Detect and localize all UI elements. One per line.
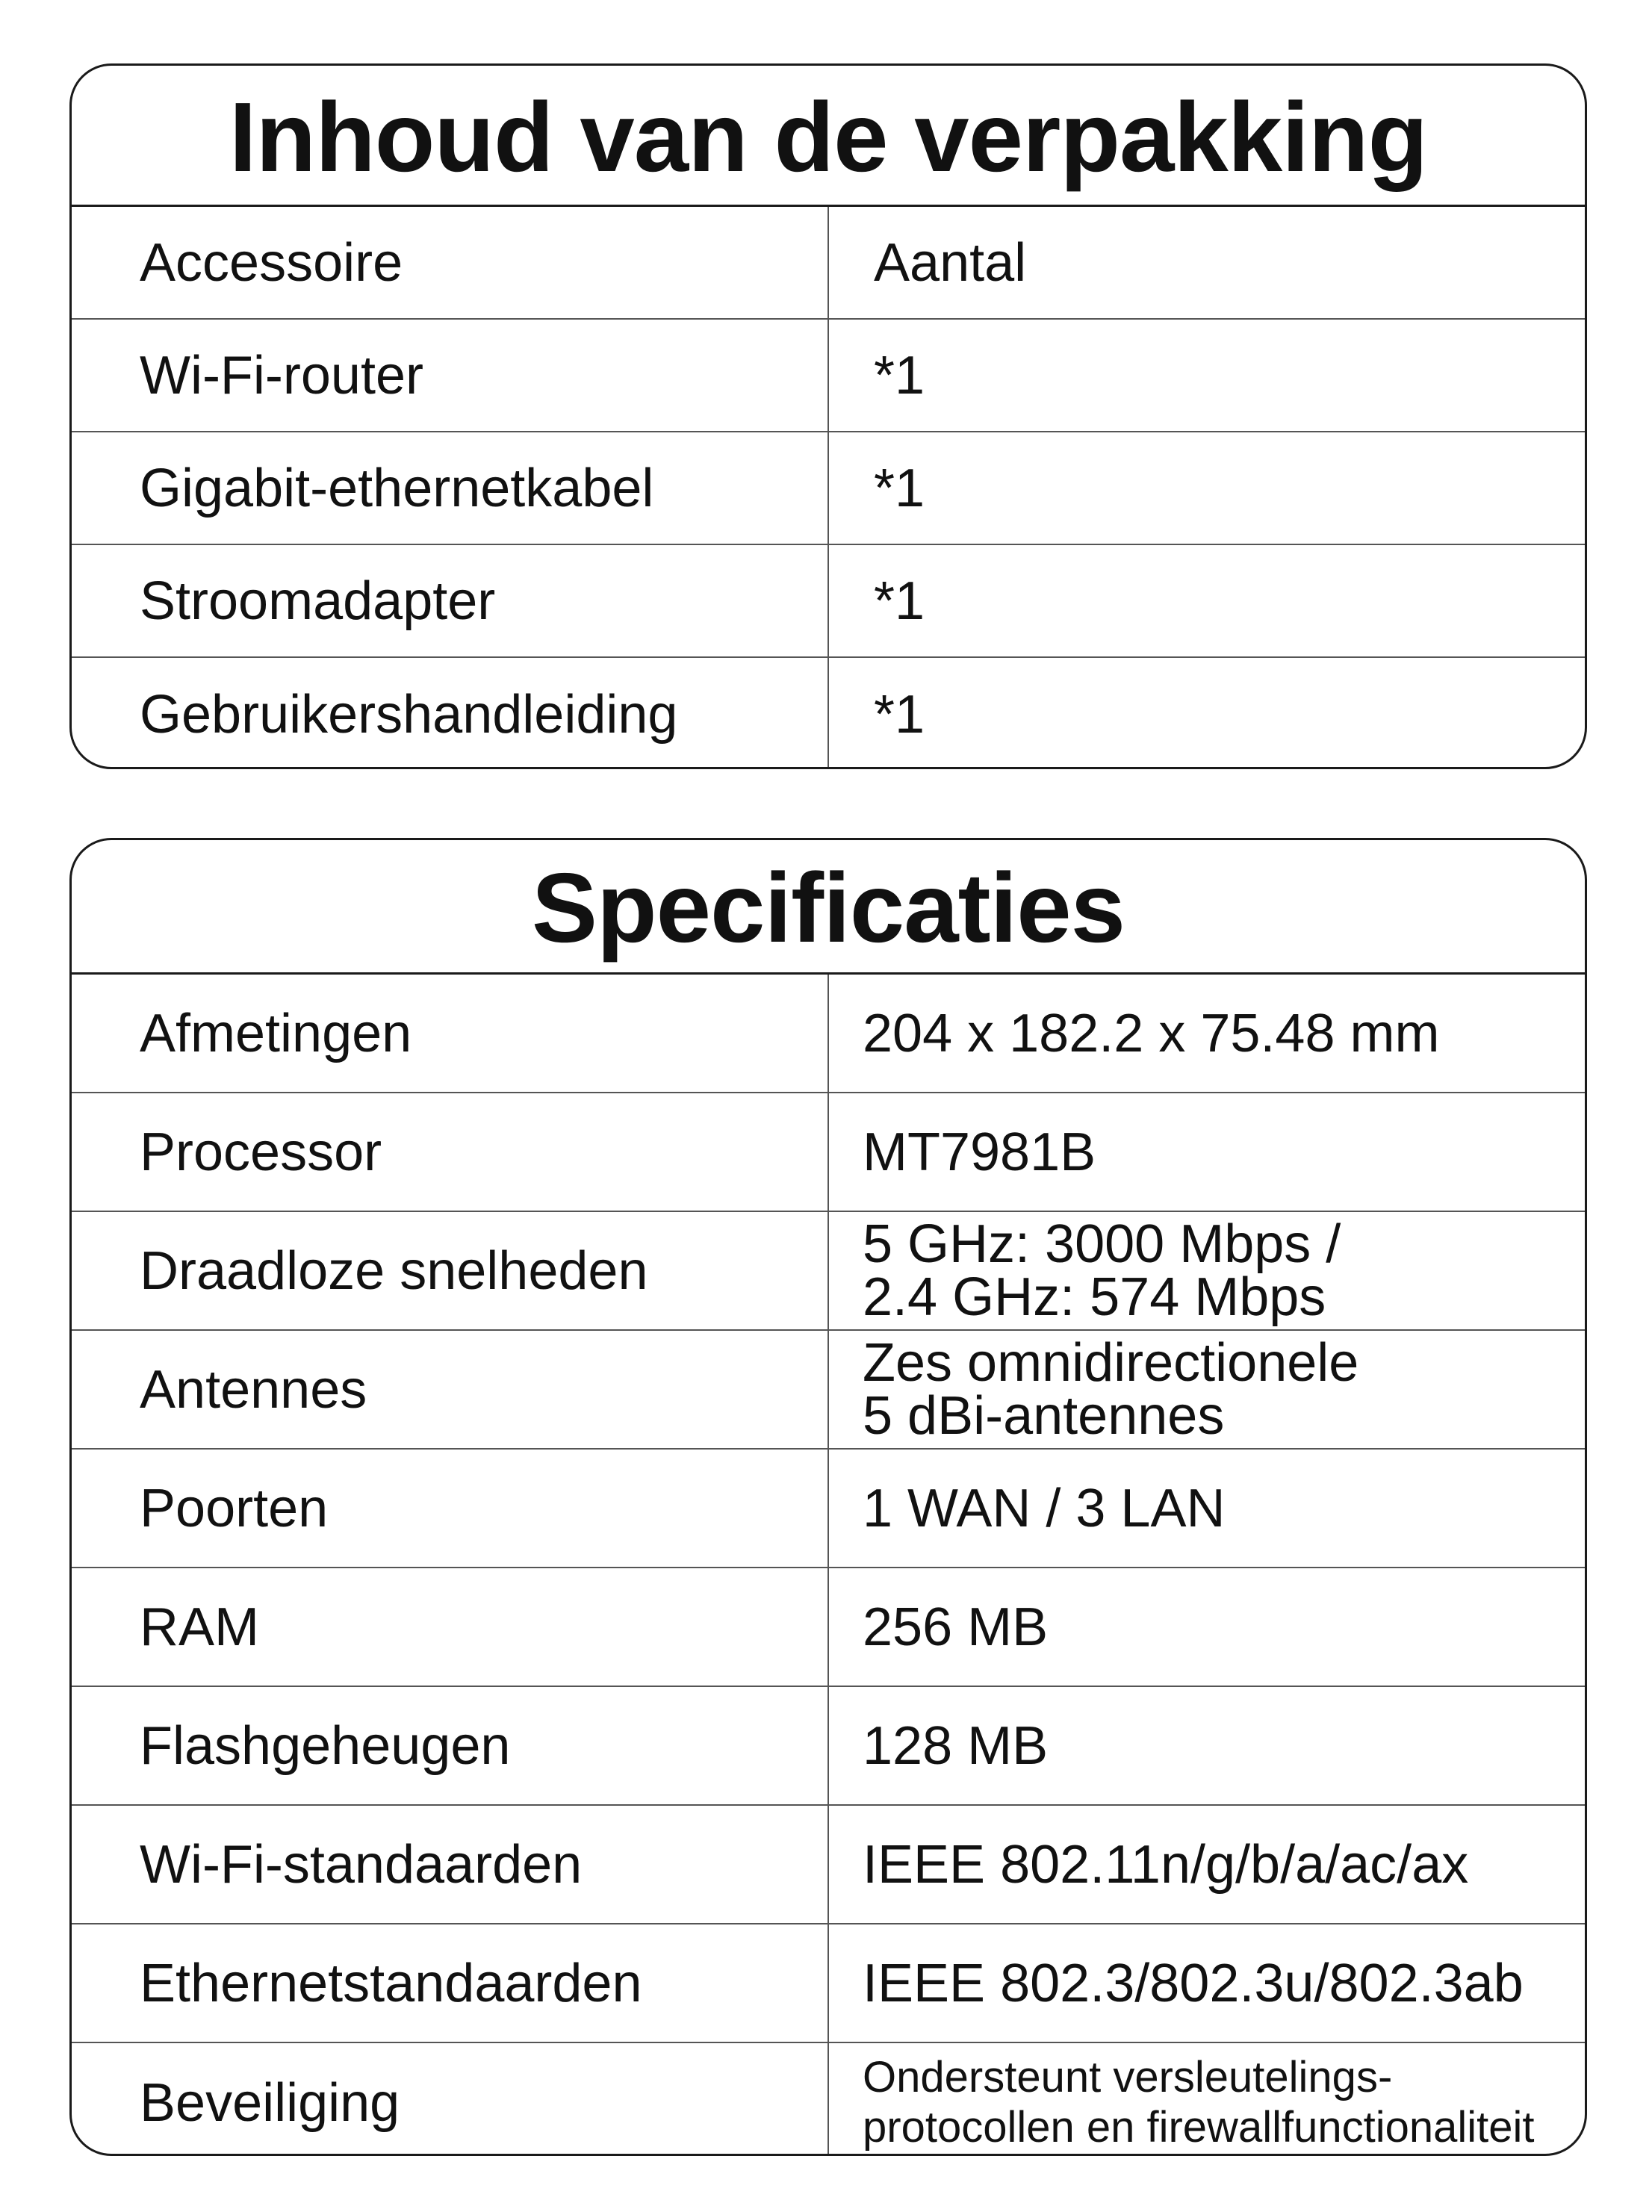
accessory-name: Wi-Fi-router: [72, 320, 829, 431]
spec-value-line: Ondersteunt versleutelings-: [863, 2052, 1393, 2101]
spec-value-line: protocollen en firewallfunctionaliteit: [863, 2102, 1535, 2152]
spec-value: 204 x 182.2 x 75.48 mm: [863, 1003, 1440, 1063]
table-row: [72, 1924, 1585, 2043]
table-row: [72, 545, 1585, 658]
table-row: [72, 1450, 1585, 1568]
table-row: [72, 1806, 1585, 1924]
spec-label: Ethernetstandaarden: [72, 1924, 829, 2042]
spec-label: RAM: [72, 1568, 829, 1686]
spec-value: IEEE 802.11n/g/b/a/ac/ax: [863, 1834, 1469, 1895]
package-contents-title: Inhoud van de verpakking: [72, 66, 1585, 207]
column-header-quantity: Aantal: [874, 232, 1027, 293]
accessory-name: Stroomadapter: [72, 545, 829, 656]
specifications-table: [69, 838, 1587, 2156]
spec-value: 1 WAN / 3 LAN: [863, 1478, 1226, 1538]
table-row: [72, 2043, 1585, 2156]
table-row: [72, 1331, 1585, 1450]
spec-value: [829, 2043, 1585, 2156]
accessory-quantity: *1: [874, 345, 925, 406]
table-row: [72, 1568, 1585, 1687]
spec-value-line: 5 dBi-antennes: [863, 1385, 1225, 1446]
spec-value: [829, 1331, 1585, 1448]
column-header-accessory: Accessoire: [72, 207, 829, 318]
spec-label: Processor: [72, 1093, 829, 1211]
spec-label: Draadloze snelheden: [72, 1212, 829, 1329]
spec-value: MT7981B: [863, 1122, 1096, 1182]
spec-label: Antennes: [72, 1331, 829, 1448]
spec-value: [829, 1212, 1585, 1329]
table-row: [72, 658, 1585, 769]
spec-value: 128 MB: [863, 1715, 1049, 1776]
spec-value: 256 MB: [863, 1597, 1049, 1657]
accessory-name: Gebruikershandleiding: [72, 658, 829, 769]
table-row: [72, 1093, 1585, 1212]
spec-label: Beveiliging: [72, 2043, 829, 2156]
spec-label: Wi-Fi-standaarden: [72, 1806, 829, 1923]
table-row: [72, 975, 1585, 1093]
spec-label: Afmetingen: [72, 975, 829, 1092]
table-header-row: [72, 207, 1585, 320]
accessory-quantity: *1: [874, 684, 925, 745]
spec-value-line: 2.4 GHz: 574 Mbps: [863, 1267, 1326, 1327]
spec-value-line: Zes omnidirectionele: [863, 1332, 1359, 1393]
accessory-quantity: *1: [874, 458, 925, 518]
spec-label: Flashgeheugen: [72, 1687, 829, 1804]
table-row: [72, 320, 1585, 432]
accessory-quantity: *1: [874, 571, 925, 631]
package-contents-table: [69, 63, 1587, 769]
spec-value-line: 5 GHz: 3000 Mbps /: [863, 1214, 1341, 1274]
spec-value: IEEE 802.3/802.3u/802.3ab: [863, 1953, 1524, 2013]
spec-label: Poorten: [72, 1450, 829, 1567]
specifications-title: Specificaties: [72, 840, 1585, 975]
table-row: [72, 1687, 1585, 1806]
table-row: [72, 432, 1585, 545]
table-row: [72, 1212, 1585, 1331]
accessory-name: Gigabit-ethernetkabel: [72, 432, 829, 544]
